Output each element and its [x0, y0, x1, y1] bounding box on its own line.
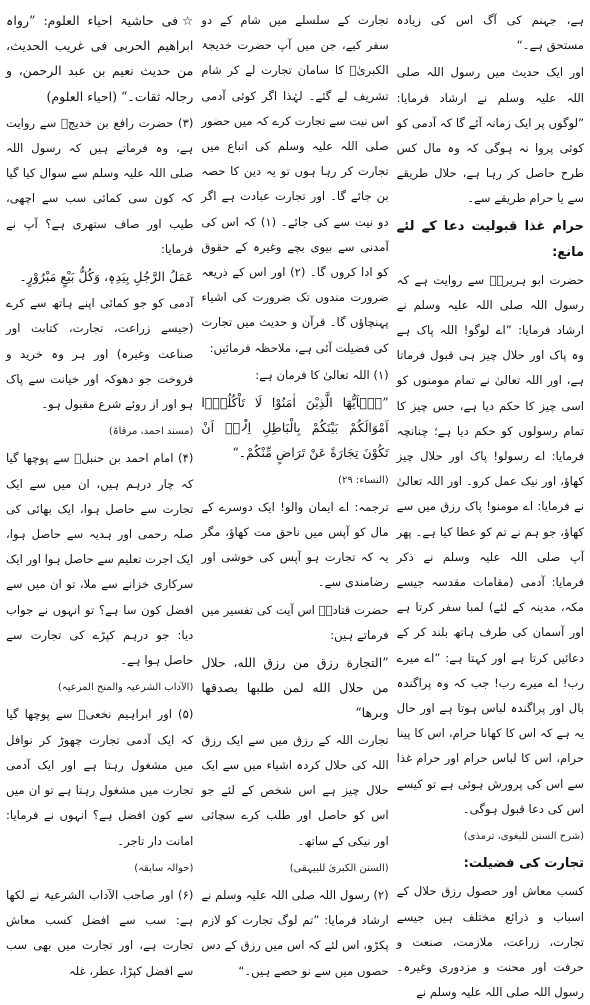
- paragraph: (۵) اور ابراہیم نخعیؒ سے پوچھا گیا کہ ایک آدمی تجارت چھوڑ کر نوافل میں مشغول رہتا ہے اور ایک آدمی تجارت میں مشغول رہتا ہے تو ان میں سے کون افضل ہے؟ انہوں نے فرمایا: امانت دار تاجر۔: [6, 707, 194, 848]
- paragraph: حضرت قتادہؒ اس آیت کی تفسیر میں فرماتے ہیں:: [201, 602, 389, 642]
- section-heading: حرام غذا قبولیت دعا کے لئے مانع:: [396, 218, 584, 260]
- column-middle: [201, 8, 389, 978]
- section-heading: تجارت کی فضیلت:: [463, 856, 584, 872]
- paragraph: تجارت کے سلسلے میں شام کے دو سفر کیے، جن میں آپ حضرت خدیجۃ الکبریٰؓ کا سامان تجارت لے کر شام تشریف لے گئے۔ لہٰذا اگر کوئی آدمی اس نیت سے تجارت کرے کہ میں حضور صلی اللہ علیہ وسلم کی اتباع میں تجارت کر رہا ہوں تو یہ دین کا حصہ بن جائے گا۔ اور تجارت عبادت ہے اگر دو نیت سے کی جائے۔ (۱) کہ اس کی آمدنی سے بیوی بچے وغیرہ کے حقوق کو ادا کروں گا۔ (۲) اور اس کے ذریعہ ضرورت مندوں تک ضرورت کی اشیاء پہنچاؤں گا۔ قرآن و حدیث میں تجارت کی فضیلت آئی ہے، ملاحظہ فرمائیں:: [201, 13, 389, 355]
- paragraph: ترجمہ: اے ایمان والو! ایک دوسرے کے مال کو آپس میں ناحق مت کھاؤ، مگر یہ کہ تجارت ہو آپس کی خوشی اور رضامندی سے۔: [201, 499, 389, 590]
- paragraph: (۳) حضرت رافع بن خدیجؓ سے روایت ہے، وہ فرماتے ہیں کہ رسول اللہ صلی اللہ علیہ وسلم سے سوال کیا گیا کہ کون سی کمائی سب سے اچھی، طیب اور صاف ستھری ہے؟ آپ نے فرمایا:: [6, 115, 194, 256]
- paragraph: (۶) اور صاحب الآداب الشرعیۃ نے لکھا ہے: سب سے افضل کسب معاش تجارت ہے، اور تجارت میں بھی سب سے افضل کپڑا، عطر، غلہ: [6, 887, 194, 978]
- citation: (شرح السنن للبغوی، ترمذی): [463, 831, 584, 843]
- column-right: [396, 8, 584, 1000]
- arabic-quote: عَمَلُ الرَّجُلِ بِیَدِہٖ، وَكُلُّ بَیْعٍ مَبْرُوْرٍ۔: [19, 269, 194, 285]
- paragraph: آدمی کو جو کمائی اپنے ہاتھ سے کرے (جیسے زراعت، تجارت، کتابت اور صناعت وغیرہ) اور ہر وہ خرید و فروخت جو دھوکہ اور خیانت سے پاک ہو اور از روئے شرع مقبول ہو۔: [6, 296, 194, 412]
- citation: (النساء: ۲۹): [338, 474, 389, 486]
- paragraph: تجارت اللہ کے رزق میں سے ایک رزق اللہ کی حلال کردہ اشیاء میں سے ایک حلال چیز ہے اس شخص کے لئے جو اس کو حاصل اور طلب کرے سچائی اور نیکی کے ساتھ۔: [201, 732, 389, 848]
- paragraph: کسب معاش اور حصول رزق حلال کے اسباب و ذرائع مختلف ہیں جیسے تجارت، زراعت، ملازمت، صنعت و حرفت اور محنت و مزدوری وغیرہ۔ رسول اللہ صلی اللہ علیہ وسلم نے: [396, 884, 584, 1000]
- arabic-quote: ”التجارة رزق من رزق الله، حلال من حلال الله لمن طلبها بصدقها وبرها“: [201, 655, 389, 721]
- citation: (حوالہ سابقہ): [134, 862, 194, 874]
- paragraph: ہے، جہنم کی آگ اس کی زیادہ مستحق ہے۔“: [396, 13, 584, 53]
- paragraph: (۱) اللہ تعالیٰ کا فرمان ہے:: [255, 367, 389, 382]
- arabic-quote: ☆فی حاشیۃ احیاء العلوم: ”رواہ ابراهیم الحربی فی غریب الحدیث، من حدیث نعیم بن عبد الرحمن، و رجالہ ثقات۔“ (احیاء العلوم): [6, 13, 194, 104]
- citation: (مسند احمد، مرقاۃ): [108, 426, 194, 438]
- arabic-quote: ”یٰۤاَیُّھَا الَّذِیْنَ اٰمَنُوْا لَا تَاْكُلُوْۤا اَمْوَالَكُمْ بَیْنَكُمْ بِالْبَاطِلِ اِلَّاۤ اَنْ تَكُوْنَ تِجَارَةً عَنْ تَرَاضٍ مِّنْكُمْ۔“: [201, 395, 389, 461]
- column-left: [6, 8, 194, 978]
- citation: (السنن الکبریٰ للبیہقی): [289, 862, 389, 874]
- paragraph: حضرت ابو ہریرہؓ سے روایت ہے کہ رسول اللہ صلی اللہ علیہ وسلم نے ارشاد فرمایا: ”اے لوگو! اللہ پاک ہے وہ پاک اور حلال چیز ہی قبول فرماتا ہے، اور اللہ تعالیٰ نے تمام مومنوں کو اسی چیز کا حکم دیا ہے، جس چیز کا تمام رسولوں کو حکم دیا ہے؛ چنانچہ فرمایا: اے رسولو! پاک اور حلال چیز کھاؤ، اور نیک عمل کرو۔ اور اللہ تعالیٰ نے فرمایا: اے مومنو! پاک رزق میں سے کھاؤ، جو ہم نے تم کو عطا کیا ہے۔ پھر آپ صلی اللہ علیہ وسلم نے ذکر فرمایا: آدمی (مقامات مقدسہ جیسے مکہ، مدینہ کے لئے) لمبا سفر کرتا ہے اور آسمان کی طرف ہاتھ بلند کر کے دعائیں کرتا ہے اور کہتا ہے: ”اے میرے رب! اے میرے رب! جب کہ وہ پراگندہ بال اور پراگندہ لباس ہوتا ہے اور حال یہ ہے کہ اس کا کھانا حرام، اس کا پینا حرام، اس کا لباس حرام اور حرام غذا سے اس کی پرورش ہوئی ہے تو کیسے اس کی دعا قبول ہوگی۔: [396, 272, 584, 816]
- paragraph: (۴) امام احمد بن حنبلؒ سے پوچھا گیا کہ چار درہم ہیں، ان میں سے ایک تجارت سے حاصل ہوا، ایک بھائی کی صلہ رحمی اور ہدیہ سے حاصل ہوا، ایک اجرت تعلیم سے حاصل ہوا اور ایک سرکاری خزانے سے ملا، تو ان میں سے افضل کون سا ہے؟ تو انہوں نے جواب دیا: جو درہم کپڑے کی تجارت سے حاصل ہوا ہے۔: [6, 451, 194, 668]
- citation: (الآداب الشرعیہ والمنح المرعیہ): [57, 682, 194, 694]
- paragraph: اور ایک حدیث میں رسول اللہ صلی اللہ علیہ وسلم نے ارشاد فرمایا: ”لوگوں پر ایک زمانہ آئے گا کہ آدمی کو کوئی پروا نہ ہوگی کہ وہ مال کس طرح حاصل کر رہا ہے، حلال طریقے سے یا حرام طریقے سے۔: [396, 65, 584, 206]
- paragraph: (۲) رسول اللہ صلی اللہ علیہ وسلم نے ارشاد فرمایا: ”تم لوگ تجارت کو لازم پکڑو، اس لئے کہ اس میں رزق کے دس حصوں میں سے نو حصے ہیں۔“: [201, 887, 389, 978]
